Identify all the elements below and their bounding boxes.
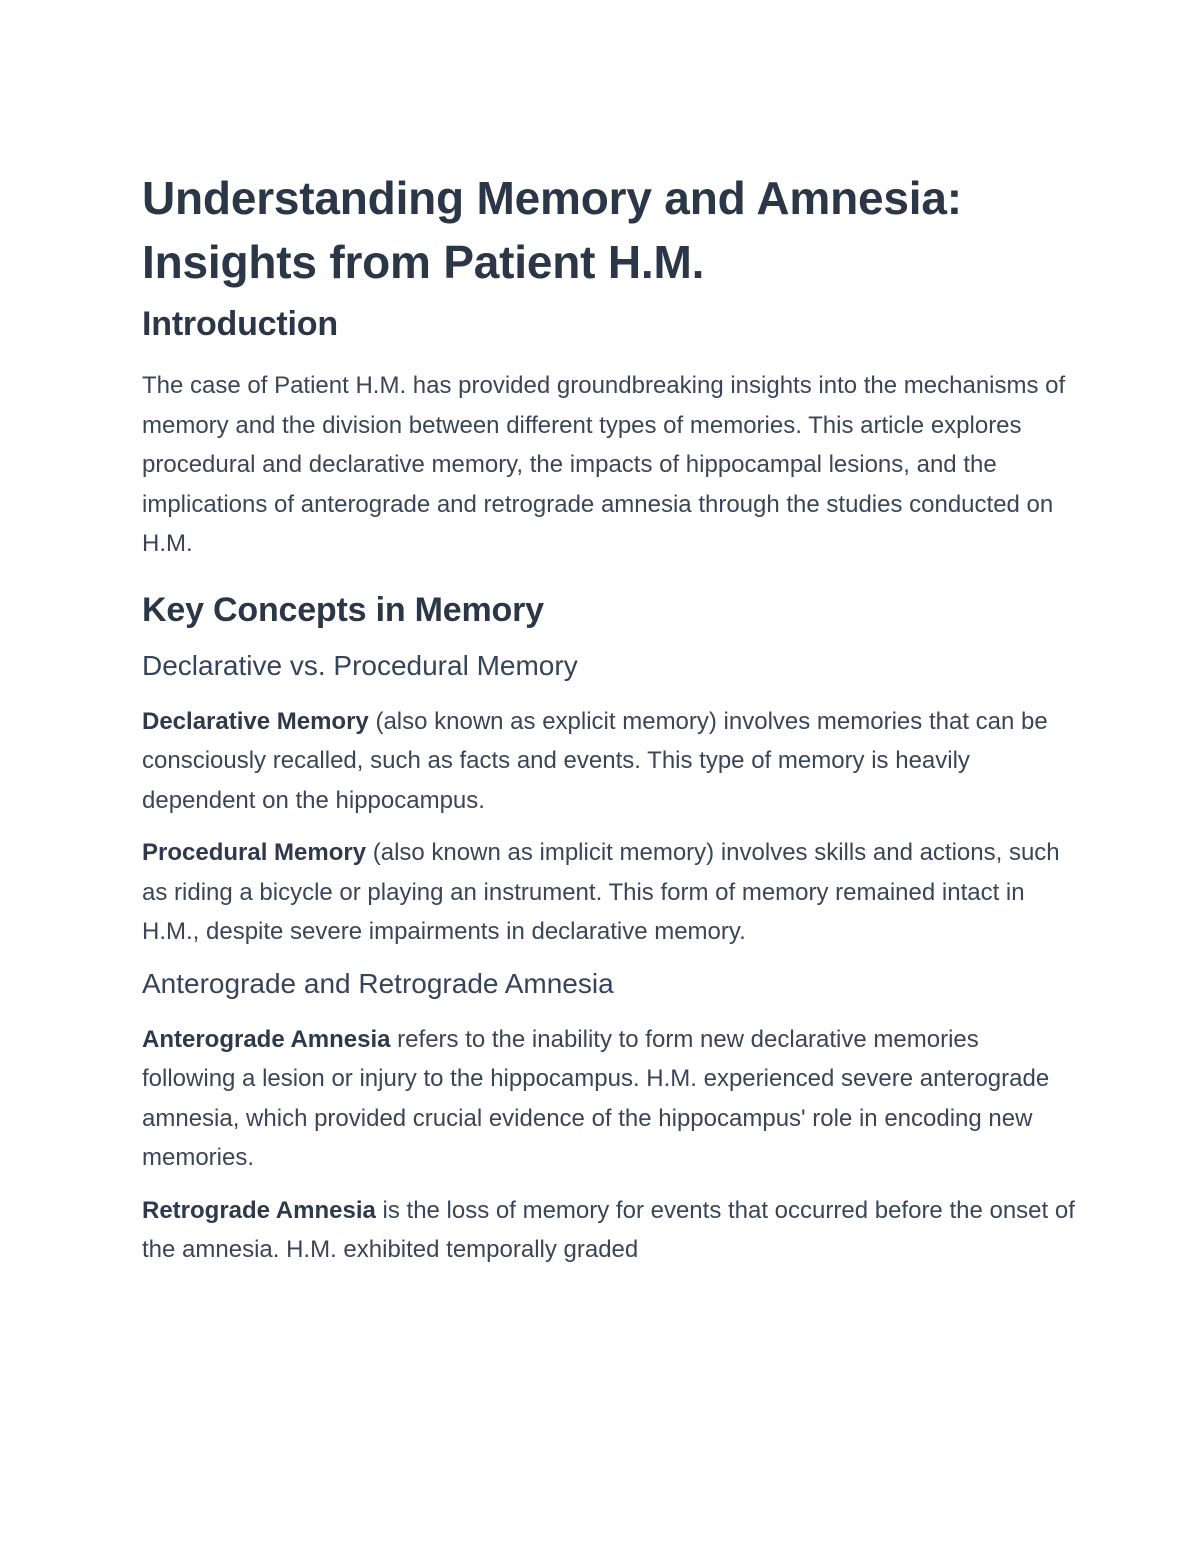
anterograde-amnesia-text: refers to the inability to form new declarative memories following a lesion or injury to the hippocampus. H.M. experienced severe anterograde amnesia, which provided crucial evidence of the hippocampus' role in encoding new memories. — [142, 1025, 1050, 1171]
anterograde-amnesia-term: Anterograde Amnesia — [142, 1025, 391, 1053]
amnesia-heading: Anterograde and Retrograde Amnesia — [142, 967, 614, 999]
declarative-memory-term: Declarative Memory — [142, 707, 369, 735]
procedural-memory-text: (also known as implicit memory) involves skills and actions, such as riding a bicycle or playing an instrument. This form of memory remained intact in H.M., despite severe impairments in declarative memory. — [142, 839, 1060, 945]
declarative-memory-paragraph — [142, 702, 1077, 821]
anterograde-amnesia-paragraph — [142, 1020, 1077, 1178]
declarative-memory-text: (also known as explicit memory) involves memories that can be consciously recalled, such as facts and events. This type of memory is heavily dependent on the hippocampus. — [142, 707, 1048, 814]
retrograde-amnesia-term: Retrograde Amnesia — [142, 1196, 376, 1224]
introduction-heading: Introduction — [142, 305, 338, 343]
page-title: Understanding Memory and Amnesia: Insights from Patient H.M. — [142, 172, 962, 288]
procedural-memory-paragraph — [142, 833, 1077, 952]
procedural-memory-term: Procedural Memory — [142, 839, 367, 866]
retrograde-amnesia-paragraph — [142, 1191, 1077, 1270]
key-concepts-heading: Key Concepts in Memory — [142, 590, 544, 629]
declarative-vs-procedural-heading: Declarative vs. Procedural Memory — [142, 649, 578, 681]
introduction-paragraph: The case of Patient H.M. has provided groundbreaking insights into the mechanisms of memory and the division between different types of memories. This article explores procedural and declarative memory, the impacts of hippocampal lesions, and the implications of anterograde and retrograde amnesia through the studies conducted on H.M. — [142, 372, 1066, 557]
document-page — [142, 166, 1077, 1283]
retrograde-amnesia-text: is the loss of memory for events that occurred before the onset of the amnesia. H.M. exhibited temporally graded — [142, 1196, 1075, 1263]
